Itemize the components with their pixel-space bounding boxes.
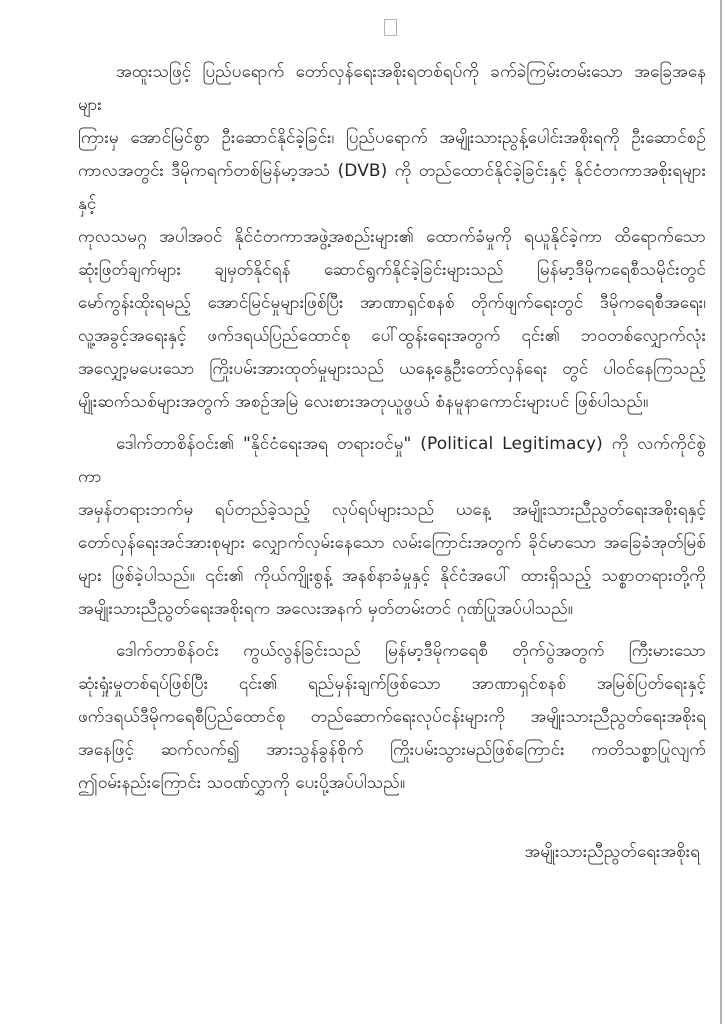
paragraph-1-line: အထူးသဖြင့် ပြည်ပရောက် တော်လှန်ရေးအစိုးရတစ်ရပ်ကို ခက်ခဲကြမ်းတမ်းသော အခြေအနေများ [78, 62, 706, 115]
paragraph-2 [78, 428, 706, 626]
signature-line: အမျိုးသားညီညွတ်ရေးအစိုးရ [524, 842, 700, 862]
paragraph-3 [78, 635, 706, 800]
paragraph-2-line: အမျိုးသားညီညွတ်ရေးအစိုးရက အလေးအနက် မှတ်တမ်းတင် ဂုဏ်ပြုအပ်ပါသည်။ [78, 599, 574, 619]
paragraph-1-line: မျိုးဆက်သစ်များအတွက် အစဉ်အမြဲ လေးစားအတုယူဖွယ် စံနမူနာကောင်းများပင် ဖြစ်ပါသည်။ [78, 392, 649, 412]
paragraph-1-line: မော်ကွန်းထိုးရမည့် အောင်မြင်မှုများဖြစ်ပြီး အာဏာရှင်စနစ် တိုက်ဖျက်ရေးတွင် ဒီမိုကရေစီအရေး၊ [78, 293, 706, 313]
paragraph-2-line: တော်လှန်ရေးအင်အားစုများ လျှောက်လှမ်းနေသော လမ်းကြောင်းအတွက် ခိုင်မာသော အခြေခံအုတ်မြစ် [78, 533, 706, 553]
missing-character-box-icon [384, 19, 397, 36]
paragraph-1-line: လူ့အခွင့်အရေးနှင့် ဖက်ဒရယ်ပြည်ထောင်စု ပေါ်ထွန်းရေးအတွက် ၎င်း၏ ဘဝတစ်လျှောက်လုံး [78, 326, 706, 346]
paragraph-2-line: များ ဖြစ်ခဲ့ပါသည်။ ၎င်း၏ ကိုယ်ကျိုးစွန့် အနစ်နာခံမှုနှင့် နိုင်ငံအပေါ် ထားရှိသည့် သစ္စာတရားတို့ကို [78, 566, 706, 586]
paragraph-3-line: အနေဖြင့် ဆက်လက်၍ အားသွန်ခွန်စိုက် ကြိုးပမ်းသွားမည်ဖြစ်ကြောင်း ကတိသစ္စာပြုလျက် [78, 740, 706, 760]
paragraph-1-line: ကြားမှ အောင်မြင်စွာ ဦးဆောင်နိုင်ခဲ့ခြင်း၊ ပြည်ပရောက် အမျိုးသားညွန့်ပေါင်းအစိုးရကို ဦးဆောင်စဉ် [78, 128, 706, 148]
document-body [78, 56, 706, 869]
paragraph-3-line: ဤဝမ်းနည်းကြောင်း သဝဏ်လွှာကို ပေးပို့အပ်ပါသည်။ [78, 773, 406, 793]
paragraph-2-line: ဒေါက်တာစိန်ဝင်း၏ "နိုင်ငံရေးအရ တရားဝင်မှု" (Political Legitimacy) ကို လက်ကိုင်စွဲကာ [78, 434, 706, 487]
paragraph-3-line: ဆုံးရှုံးမှုတစ်ရပ်ဖြစ်ပြီး ၎င်း၏ ရည်မှန်းချက်ဖြစ်သော အာဏာရှင်စနစ် အမြစ်ပြတ်ရေးနှင့် [78, 674, 706, 694]
paragraph-1-line: အလျှော့မပေးသော ကြိုးပမ်းအားထုတ်မှုများသည် ယနေ့နွေဦးတော်လှန်ရေး တွင် ပါဝင်နေကြသည့် [78, 359, 706, 379]
paragraph-1 [78, 56, 706, 419]
paragraph-1-line: ဆုံးဖြတ်ချက်များ ချမှတ်နိုင်ရန် ဆောင်ရွက်နိုင်ခဲ့ခြင်းများသည် မြန်မာ့ဒီမိုကရေစီသမိုင်းတွင် [78, 260, 706, 280]
paragraph-1-line: ကုလသမဂ္ဂ အပါအဝင် နိုင်ငံတကာအဖွဲ့အစည်းများ၏ ထောက်ခံမှုကို ရယူနိုင်ခဲ့ကာ ထိရောက်သော [78, 227, 706, 247]
paragraph-1-line: ကာလအတွင်း ဒီမိုကရက်တစ်မြန်မာ့အသံ (DVB) ကို တည်ထောင်နိုင်ခဲ့ခြင်းနှင့် နိုင်ငံတကာအစိုးရများနှင့် [78, 161, 706, 214]
paragraph-3-line: ဒေါက်တာစိန်ဝင်း ကွယ်လွန်ခြင်းသည် မြန်မာ့ဒီမိုကရေစီ တိုက်ပွဲအတွက် ကြီးမားသော [116, 641, 706, 661]
paragraph-3-line: ဖက်ဒရယ်ဒီမိုကရေစီပြည်ထောင်စု တည်ဆောက်ရေးလုပ်ငန်းများကို အမျိုးသားညီညွတ်ရေးအစိုးရ [78, 707, 706, 727]
page-edge-line [720, 0, 722, 1024]
paragraph-2-line: အမှန်တရားဘက်မှ ရပ်တည်ခဲ့သည့် လုပ်ရပ်များသည် ယနေ့ အမျိုးသားညီညွတ်ရေးအစိုးရနှင့် [78, 500, 706, 520]
